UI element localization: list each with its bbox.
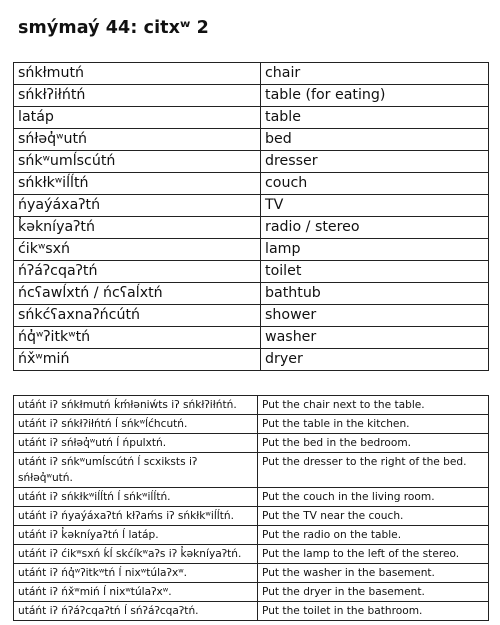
sentences-table bbox=[13, 395, 489, 621]
sentence-row bbox=[14, 507, 489, 526]
english-text-cell: Put the washer in the basement. bbox=[258, 564, 489, 583]
vocab-row bbox=[14, 327, 489, 349]
vocab-row bbox=[14, 195, 489, 217]
english-text-cell: dresser bbox=[261, 151, 489, 173]
english-text-cell: radio / stereo bbox=[261, 217, 489, 239]
sentence-row bbox=[14, 453, 489, 488]
salish-text-cell: sńłəq̓ʷutń bbox=[14, 129, 261, 151]
english-text-cell: shower bbox=[261, 305, 489, 327]
salish-text-cell: ćikʷsxń bbox=[14, 239, 261, 261]
sentence-row bbox=[14, 488, 489, 507]
english-text-cell: Put the dresser to the right of the bed. bbox=[258, 453, 489, 488]
salish-text-cell: sńkłʔiłńtń bbox=[14, 85, 261, 107]
salish-text-cell: utáńt iʔ ńyaýáxaʔtń kłʔaḿs iʔ sńkłkʷiĺĺtń. bbox=[14, 507, 258, 526]
salish-text-cell: utáńt iʔ sńkłkʷiĺĺtń ĺ sńkʷiĺĺtń. bbox=[14, 488, 258, 507]
english-text-cell: dryer bbox=[261, 349, 489, 371]
english-text-cell: Put the dryer in the basement. bbox=[258, 583, 489, 602]
salish-text-cell: ńq̓ʷʔitkʷtń bbox=[14, 327, 261, 349]
vocab-row bbox=[14, 107, 489, 129]
sentence-row bbox=[14, 396, 489, 415]
vocab-row bbox=[14, 151, 489, 173]
vocab-row bbox=[14, 173, 489, 195]
salish-text-cell: latáp bbox=[14, 107, 261, 129]
sentence-row bbox=[14, 583, 489, 602]
sentence-row bbox=[14, 415, 489, 434]
english-text-cell: Put the chair next to the table. bbox=[258, 396, 489, 415]
salish-text-cell: utáńt iʔ ńq̓ʷʔitkʷtń ĺ nixʷtúlaʔxʷ. bbox=[14, 564, 258, 583]
salish-text-cell: utáńt iʔ sńkłʔiłńtń ĺ sńkʷĺćhcutń. bbox=[14, 415, 258, 434]
english-text-cell: Put the couch in the living room. bbox=[258, 488, 489, 507]
salish-text-cell: ńʔáʔcqaʔtń bbox=[14, 261, 261, 283]
sentence-row bbox=[14, 434, 489, 453]
salish-text-cell: utáńt iʔ sńkłmutń ḱḿłəniẃts iʔ sńkłʔiłńtń. bbox=[14, 396, 258, 415]
english-text-cell: TV bbox=[261, 195, 489, 217]
salish-text-cell: ńcʕawĺxtń / ńcʕaĺxtń bbox=[14, 283, 261, 305]
english-text-cell: Put the bed in the bedroom. bbox=[258, 434, 489, 453]
english-text-cell: Put the TV near the couch. bbox=[258, 507, 489, 526]
english-text-cell: table bbox=[261, 107, 489, 129]
english-text-cell: lamp bbox=[261, 239, 489, 261]
salish-text-cell: sńkłkʷiĺĺtń bbox=[14, 173, 261, 195]
salish-text-cell: utáńt iʔ ćikʷsxń ḱĺ skćíkʷaʔs iʔ k̓əkníyaʔtń. bbox=[14, 545, 258, 564]
vocab-row bbox=[14, 261, 489, 283]
english-text-cell: couch bbox=[261, 173, 489, 195]
vocab-row bbox=[14, 63, 489, 85]
salish-text-cell: ńyaýáxaʔtń bbox=[14, 195, 261, 217]
sentence-row bbox=[14, 526, 489, 545]
english-text-cell: Put the lamp to the left of the stereo. bbox=[258, 545, 489, 564]
vocab-row bbox=[14, 239, 489, 261]
english-text-cell: Put the toilet in the bathroom. bbox=[258, 602, 489, 621]
page-title: smýmaý 44: citxʷ 2 bbox=[18, 18, 209, 38]
english-text-cell: Put the radio on the table. bbox=[258, 526, 489, 545]
vocab-row bbox=[14, 85, 489, 107]
english-text-cell: bed bbox=[261, 129, 489, 151]
salish-text-cell: sńkłmutń bbox=[14, 63, 261, 85]
english-text-cell: toilet bbox=[261, 261, 489, 283]
english-text-cell: washer bbox=[261, 327, 489, 349]
vocab-row bbox=[14, 129, 489, 151]
vocab-row bbox=[14, 349, 489, 371]
english-text-cell: table (for eating) bbox=[261, 85, 489, 107]
salish-text-cell: utáńt iʔ ńx̌ʷmiń ĺ nixʷtúlaʔxʷ. bbox=[14, 583, 258, 602]
salish-text-cell: ńx̌ʷmiń bbox=[14, 349, 261, 371]
salish-text-cell: utáńt iʔ ńʔáʔcqaʔtń ĺ sńʔáʔcqaʔtń. bbox=[14, 602, 258, 621]
english-text-cell: bathtub bbox=[261, 283, 489, 305]
salish-text-cell: sńkʷumĺscútń bbox=[14, 151, 261, 173]
english-text-cell: Put the table in the kitchen. bbox=[258, 415, 489, 434]
vocab-row bbox=[14, 283, 489, 305]
vocab-row bbox=[14, 305, 489, 327]
vocab-row bbox=[14, 217, 489, 239]
salish-text-cell: utáńt iʔ k̓əkníyaʔtń ĺ latáp. bbox=[14, 526, 258, 545]
salish-text-cell: k̓əkníyaʔtń bbox=[14, 217, 261, 239]
vocabulary-table bbox=[13, 62, 489, 371]
sentence-row bbox=[14, 564, 489, 583]
english-text-cell: chair bbox=[261, 63, 489, 85]
salish-text-cell: utáńt iʔ sńłəq̓ʷutń ĺ ńpulxtń. bbox=[14, 434, 258, 453]
salish-text-cell: utáńt iʔ sńkʷumĺscútń ĺ scxiksts iʔ sńłəq̓ʷutń. bbox=[14, 453, 258, 488]
sentence-row bbox=[14, 545, 489, 564]
sentence-row bbox=[14, 602, 489, 621]
salish-text-cell: sńkćʕaxnaʔńcútń bbox=[14, 305, 261, 327]
